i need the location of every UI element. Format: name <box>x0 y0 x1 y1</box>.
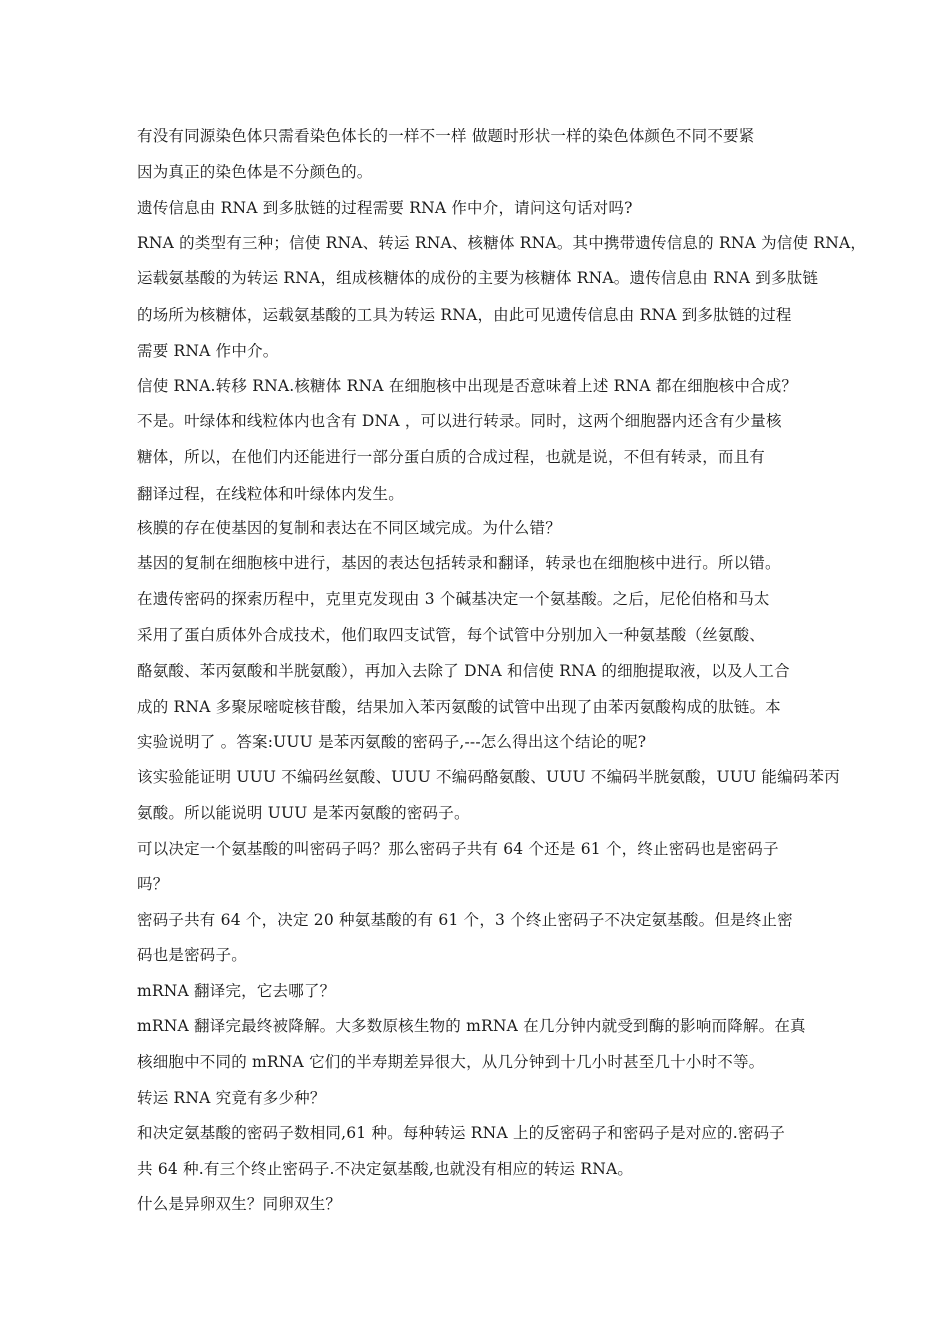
text-line: 有没有同源染色体只需看染色体长的一样不一样 做题时形状一样的染色体颜色不同不要紧 <box>137 127 755 145</box>
text-line: 密码子共有 64 个，决定 20 种氨基酸的有 61 个，3 个终止密码子不决定氨基酸。但是终止密 <box>137 911 793 929</box>
text-line: 吗？ <box>137 875 169 893</box>
text-line: 遗传信息由 RNA 到多肽链的过程需要 RNA 作中介，请问这句话对吗? <box>137 199 633 217</box>
text-line: mRNA 翻译完最终被降解。大多数原核生物的 mRNA 在几分钟内就受到酶的影响而降解。在真 <box>137 1017 806 1035</box>
text-line: 信使 RNA.转移 RNA.核糖体 RNA 在细胞核中出现是否意味着上述 RNA 都在细胞核中合成？ <box>137 377 798 395</box>
text-line: 的场所为核糖体，运载氨基酸的工具为转运 RNA，由此可见遗传信息由 RNA 到多肽链的过程 <box>137 306 792 324</box>
text-line: RNA 的类型有三种；信使 RNA、转运 RNA、核糖体 RNA。其中携带遗传信息的 RNA 为信使 RNA， <box>137 234 867 252</box>
text-line: 该实验能证明 UUU 不编码丝氨酸、UUU 不编码酪氨酸、UUU 不编码半胱氨酸，UUU 能编码苯丙 <box>137 768 840 786</box>
text-line: 码也是密码子。 <box>137 946 247 964</box>
text-line: 转运 RNA 究竟有多少种？ <box>137 1089 326 1107</box>
text-line: 酪氨酸、苯丙氨酸和半胱氨酸），再加入去除了 DNA 和信使 RNA 的细胞提取液，以及人工合 <box>137 662 790 680</box>
text-line: 因为真正的染色体是不分颜色的。 <box>137 163 373 181</box>
text-line: mRNA 翻译完，它去哪了？ <box>137 982 336 1000</box>
text-line: 核细胞中不同的 mRNA 它们的半寿期差异很大，从几分钟到十几小时甚至几十小时不等。 <box>137 1053 765 1071</box>
text-line: 和决定氨基酸的密码子数相同,61 种。每种转运 RNA 上的反密码子和密码子是对应的.密码子 <box>137 1124 785 1142</box>
text-line: 采用了蛋白质体外合成技术，他们取四支试管，每个试管中分别加入一种氨基酸（丝氨酸、 <box>137 626 766 644</box>
text-line: 翻译过程，在线粒体和叶绿体内发生。 <box>137 485 404 503</box>
text-line: 需要 RNA 作中介。 <box>137 342 279 360</box>
text-line: 氨酸。所以能说明 UUU 是苯丙氨酸的密码子。 <box>137 804 470 822</box>
text-line: 不是。叶绿体和线粒体内也含有 DNA ，可以进行转录。同时，这两个细胞器内还含有少量核 <box>137 412 782 430</box>
text-line: 运载氨基酸的为转运 RNA，组成核糖体的成份的主要为核糖体 RNA。遗传信息由 RNA 到多肽链 <box>137 269 819 287</box>
text-line: 共 64 种.有三个终止密码子.不决定氨基酸,也就没有相应的转运 RNA。 <box>137 1160 634 1178</box>
text-line: 成的 RNA 多聚尿嘧啶核苷酸，结果加入苯丙氨酸的试管中出现了由苯丙氨酸构成的肽链。本 <box>137 698 781 716</box>
text-line: 可以决定一个氨基酸的叫密码子吗？那么密码子共有 64 个还是 61 个，终止密码也是密码子 <box>137 840 779 858</box>
text-line: 在遗传密码的探索历程中，克里克发现由 3 个碱基决定一个氨基酸。之后，尼伦伯格和马太 <box>137 590 770 608</box>
text-line: 糖体，所以，在他们内还能进行一部分蛋白质的合成过程，也就是说，不但有转录，而且有 <box>137 448 766 466</box>
text-line: 基因的复制在细胞核中进行，基因的表达包括转录和翻译，转录也在细胞核中进行。所以错。 <box>137 554 781 572</box>
text-line: 什么是异卵双生？同卵双生？ <box>137 1195 342 1213</box>
text-line: 实验说明了 。答案:UUU 是苯丙氨酸的密码子,---怎么得出这个结论的呢? <box>137 733 647 751</box>
text-line: 核膜的存在使基因的复制和表达在不同区域完成。为什么错？ <box>137 519 561 537</box>
